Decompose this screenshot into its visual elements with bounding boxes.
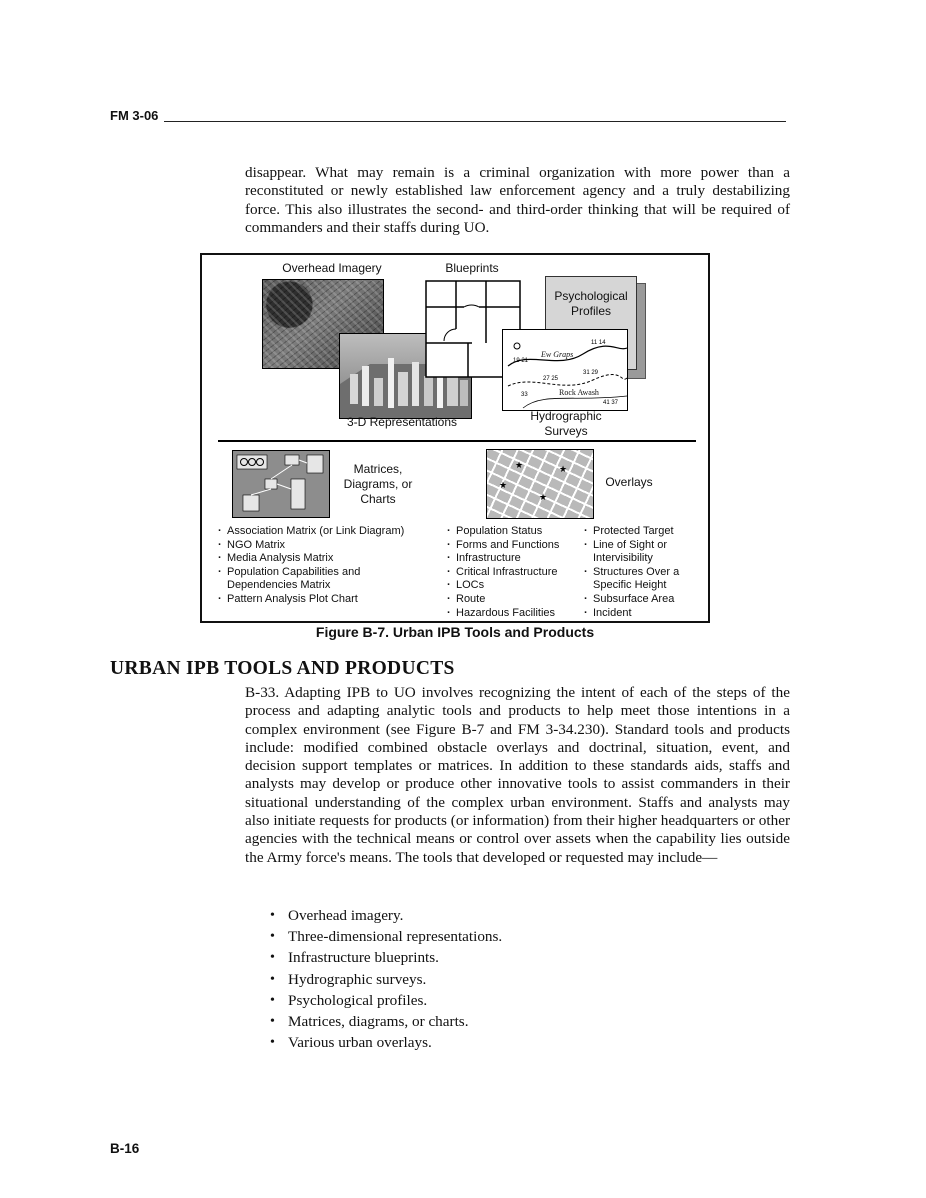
label-overhead-imagery: Overhead Imagery xyxy=(282,261,382,275)
list-item: · Subsurface Area xyxy=(584,593,700,607)
tools-bullet-list xyxy=(268,905,502,1053)
list-item: • Various urban overlays. xyxy=(268,1032,502,1053)
svg-text:33: 33 xyxy=(521,392,528,398)
label-matrices-diagrams-charts xyxy=(332,462,424,507)
list-item: · Association Matrix (or Link Diagram) xyxy=(218,525,433,539)
list-item: · Route xyxy=(447,593,582,607)
list-item: · Structures Over a Specific Height xyxy=(584,566,700,593)
figure-b7 xyxy=(200,253,710,623)
page-number: B-16 xyxy=(110,1141,140,1156)
map-text-rock-awash: Rock Awash xyxy=(559,388,599,397)
section-title: URBAN IPB TOOLS AND PRODUCTS xyxy=(110,658,455,679)
svg-text:★: ★ xyxy=(515,461,524,471)
label-blueprints: Blueprints xyxy=(445,261,499,275)
list-item: · Forms and Functions xyxy=(447,539,582,553)
overlay-list-b xyxy=(584,525,700,620)
list-item: · Pattern Analysis Plot Chart xyxy=(218,593,433,607)
label-profiles: Profiles xyxy=(570,304,611,318)
list-item: · Protected Target xyxy=(584,525,700,539)
hydrographic-chart-graphic xyxy=(503,330,627,410)
label-psychological: Psychological xyxy=(554,289,628,303)
hydrographic-chart xyxy=(502,329,628,411)
figure-divider xyxy=(218,440,696,442)
svg-text:★: ★ xyxy=(559,465,568,475)
matrix-diagram-image xyxy=(232,450,330,518)
running-header: FM 3-06 xyxy=(110,108,159,123)
list-item: · LOCs xyxy=(447,579,582,593)
list-item: • Infrastructure blueprints. xyxy=(268,947,502,968)
figure-caption: Figure B-7. Urban IPB Tools and Products xyxy=(315,624,595,640)
map-text-ew-graps: Ew Graps xyxy=(541,350,574,359)
list-item: · Population Status xyxy=(447,525,582,539)
section-paragraph: B-33. Adapting IPB to UO involves recognizing the intent of each of the steps of the process and adapting analytic tools and products to help meet those intentions in a complex environment (see Figure B-7 and FM 3-34.230). Standard tools and products include: modified combined obstacle overlays and doctrinal, situation, event, and decision support templates or matrices. In addition to these standards aids, staffs and analysts may develop or produce other innovative tools to assist commanders in their situational understanding of the complex urban environment. Staffs and analysts may also initiate requests for products (or information) from their higher headquarters or other agencies with the technical means or control over assets when the capability lies outside the Army force's means. The tools that developed or requested may include— xyxy=(245,684,790,866)
list-item: • Psychological profiles. xyxy=(268,990,502,1011)
list-item: · Critical Infrastructure xyxy=(447,566,582,580)
list-item: • Three-dimensional representations. xyxy=(268,926,502,947)
overlay-map-graphic xyxy=(487,450,593,518)
svg-text:★: ★ xyxy=(539,493,548,503)
list-item: · Line of Sight or Intervisibility xyxy=(584,539,700,566)
list-item: · Hazardous Facilities xyxy=(447,607,582,621)
header-rule xyxy=(164,121,786,122)
matrix-diagram-graphic xyxy=(233,451,329,517)
svg-text:19 21: 19 21 xyxy=(513,358,529,364)
overlay-list-a xyxy=(447,525,582,620)
overlay-map-image xyxy=(486,449,594,519)
intro-paragraph: disappear. What may remain is a criminal organization with more power than a reconstituted or newly established law enforcement agency and a truly destabilizing force. This also illustrates the second- and third-order thinking that will be required of commanders and their staffs during UO. xyxy=(245,164,790,236)
label-hydrographic: Hydrographic xyxy=(530,409,602,423)
label-surveys: Surveys xyxy=(544,424,588,438)
list-item: • Overhead imagery. xyxy=(268,905,502,926)
label-overlays: Overlays xyxy=(605,475,653,489)
list-item: • Matrices, diagrams, or charts. xyxy=(268,1011,502,1032)
label-matrices: Matrices, xyxy=(353,462,403,476)
svg-text:41 37: 41 37 xyxy=(603,400,619,406)
list-item: · Incident xyxy=(584,607,700,621)
matrix-tools-list xyxy=(218,525,433,607)
label-3d-representations: 3-D Representations xyxy=(346,415,458,429)
list-item: • Hydrographic surveys. xyxy=(268,969,502,990)
svg-text:31 29: 31 29 xyxy=(583,370,599,376)
list-item: · Infrastructure xyxy=(447,552,582,566)
svg-text:27 25: 27 25 xyxy=(543,376,559,382)
list-item: · NGO Matrix xyxy=(218,539,433,553)
label-hydrographic-surveys xyxy=(504,409,628,439)
list-item: · Population Capabilities and Dependencies Matrix xyxy=(218,566,433,593)
label-charts: Charts xyxy=(360,492,396,506)
label-diagrams-or: Diagrams, or xyxy=(343,477,413,491)
svg-text:★: ★ xyxy=(499,481,508,491)
svg-text:11 14: 11 14 xyxy=(591,340,606,346)
list-item: · Media Analysis Matrix xyxy=(218,552,433,566)
